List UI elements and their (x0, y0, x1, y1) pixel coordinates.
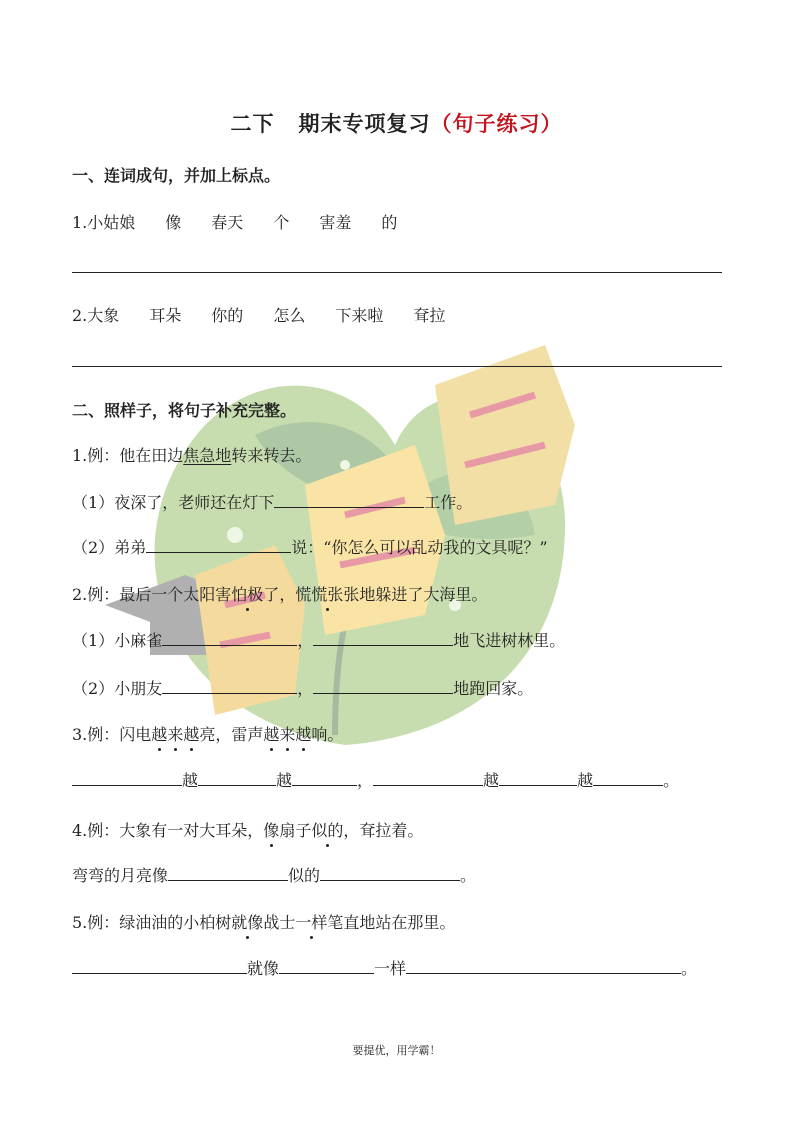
ex4-fill-text: 似的 (288, 866, 321, 885)
ex4-text: 大象有一对大耳朵， (119, 821, 264, 840)
fill-blank[interactable] (292, 769, 357, 786)
ex5-fill-text: 。 (681, 959, 698, 978)
section2-heading: 二、照样子，将句子补充完整。 (72, 401, 297, 420)
fill-blank[interactable] (593, 769, 663, 786)
ex3-dotted-text: 越 (295, 722, 311, 745)
q1-word: 春天 (211, 213, 244, 232)
q2-word: 耷拉 (413, 306, 446, 325)
ex3-fill-text: 越 (483, 771, 500, 790)
ex4-dotted-text: 似的 (311, 818, 343, 841)
q1-word: 个 (273, 213, 290, 232)
fill-blank[interactable] (406, 957, 681, 974)
title-prefix: 二下 (230, 112, 275, 136)
ex3-fill-text: 。 (663, 771, 680, 790)
ex1-item-number: （2） (72, 538, 115, 557)
q2-word: 耳朵 (149, 306, 182, 325)
q2-word: 你的 (211, 306, 244, 325)
q1-answer-line[interactable] (72, 272, 722, 273)
ex2-example (72, 582, 487, 605)
page-title (0, 108, 793, 138)
ex3-fill-text: 越 (182, 771, 199, 790)
ex2-before: 最后一个太阳 (119, 585, 216, 604)
q2-answer-line[interactable] (72, 366, 722, 367)
ex3-example: 3.例：闪电越来越亮，雷声越来越响。 (72, 722, 343, 745)
page-footer: 要提优，用学霸！ (352, 1044, 441, 1057)
ex5-text: 绿油油的小柏树 (119, 913, 232, 932)
ex4-label: 4.例： (72, 821, 120, 840)
q2-word: 下来啦 (335, 306, 384, 325)
ex2-after: 地躲进了大海里。 (359, 585, 488, 604)
ex1-label: 1.例： (72, 446, 120, 465)
s1-q1 (72, 210, 427, 233)
fill-blank[interactable] (313, 677, 453, 694)
ex4-fill-text: 。 (460, 866, 477, 885)
fill-blank[interactable] (146, 536, 291, 553)
title-main: 期末专项复习 (298, 112, 431, 136)
ex4-fill-text: 弯弯的月亮像 (72, 866, 169, 885)
ex4-dotted-text: 像 (263, 818, 279, 841)
q1-number: 1. (72, 213, 88, 232)
fill-blank[interactable] (168, 864, 288, 881)
s1-q2 (72, 303, 475, 326)
ex1-item-1 (72, 490, 472, 513)
ex3-dotted-text: 来 (279, 722, 295, 745)
ex5-example (72, 910, 455, 933)
ex2-item-1 (72, 628, 565, 651)
ex3-fill-text: ， (357, 771, 374, 790)
ex2-item-number: （1） (72, 631, 115, 650)
ex1-item-text: 夜深了，老师还在灯下 (114, 493, 275, 512)
fill-blank[interactable] (72, 769, 182, 786)
q1-word: 像 (165, 213, 182, 232)
ex1-example (72, 443, 311, 466)
ex1-before: 他在田边 (119, 446, 184, 465)
ex5-dotted-text: 就像 (231, 910, 263, 933)
ex3-text: 响。 (311, 725, 344, 744)
q2-word: 怎么 (273, 306, 306, 325)
section1-heading: 一、连词成句，并加上标点。 (72, 166, 281, 185)
ex1-item-text: 说：“你怎么可以乱动我的文具呢？” (291, 538, 548, 557)
ex5-fill (72, 956, 697, 979)
fill-blank[interactable] (198, 769, 276, 786)
ex5-text: 笔直地站在那里。 (327, 913, 456, 932)
ex5-dotted-text: 一样 (295, 910, 327, 933)
ex2-item-text: 地飞进树林里。 (453, 631, 566, 650)
q1-word: 的 (381, 213, 398, 232)
ex3-fill (72, 768, 679, 791)
title-highlight: （句子练习） (430, 112, 563, 136)
ex2-label: 2.例： (72, 585, 120, 604)
ex2-item-sep: ， (297, 631, 314, 650)
fill-blank[interactable] (313, 629, 453, 646)
ex3-dotted-text: 越 (263, 722, 279, 745)
ex1-item-text: 工作。 (424, 493, 473, 512)
ex4-text: ，耷拉着。 (343, 821, 424, 840)
q1-word: 害羞 (319, 213, 352, 232)
ex3-label: 3.例： (72, 725, 120, 744)
ex3-fill-text: 越 (577, 771, 594, 790)
ex5-label: 5.例： (72, 913, 120, 932)
ex2-item-text: 地跑回家。 (453, 679, 534, 698)
fill-blank[interactable] (320, 864, 460, 881)
fill-blank[interactable] (274, 491, 424, 508)
ex3-fill-text: 越 (276, 771, 293, 790)
ex3-dotted-text: 越 (151, 722, 167, 745)
ex2-dotted-text: 害怕极了 (215, 582, 279, 605)
q2-word: 大象 (87, 306, 120, 325)
ex2-dotted-text: 慌慌张张 (295, 582, 359, 605)
ex2-item-number: （2） (72, 679, 115, 698)
ex4-example (72, 818, 423, 841)
ex1-underlined: 焦急地 (183, 446, 232, 465)
ex2-item-text: 小朋友 (114, 679, 163, 698)
fill-blank[interactable] (499, 769, 577, 786)
ex2-comma: ， (279, 585, 296, 604)
fill-blank[interactable] (162, 677, 297, 694)
ex1-item-2 (72, 535, 548, 558)
q1-word: 小姑娘 (87, 213, 136, 232)
fill-blank[interactable] (72, 957, 247, 974)
ex3-text: 闪电 (119, 725, 152, 744)
ex5-fill-text: 一样 (374, 959, 407, 978)
fill-blank[interactable] (373, 769, 483, 786)
ex3-dotted-text: 越 (183, 722, 199, 745)
ex1-item-number: （1） (72, 493, 115, 512)
ex1-item-text: 弟弟 (114, 538, 147, 557)
ex1-after: 转来转去。 (231, 446, 312, 465)
ex5-text: 战士 (263, 913, 296, 932)
q2-number: 2. (72, 306, 88, 325)
ex4-text: 扇子 (279, 821, 312, 840)
fill-blank[interactable] (162, 629, 297, 646)
ex3-text: 亮，雷声 (199, 725, 264, 744)
ex4-fill (72, 863, 476, 886)
ex2-item-text: 小麻雀 (114, 631, 163, 650)
ex5-fill-text: 就像 (247, 959, 280, 978)
fill-blank[interactable] (279, 957, 374, 974)
ex2-item-2 (72, 676, 533, 699)
ex2-item-sep: ， (297, 679, 314, 698)
